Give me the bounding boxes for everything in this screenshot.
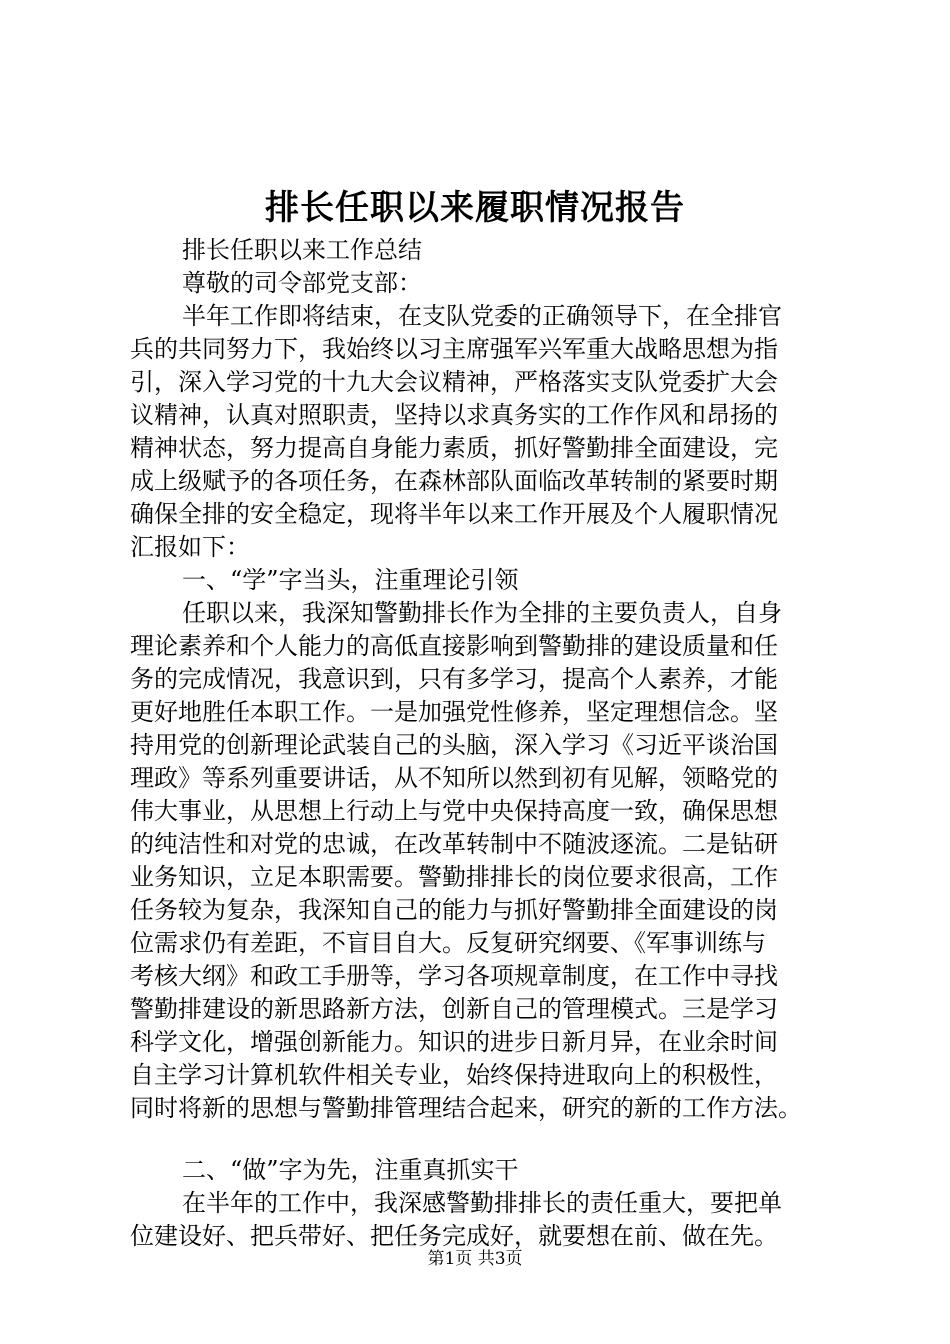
document-title: 排长任职以来履职情况报告 [265, 188, 685, 228]
document-body [130, 234, 848, 1253]
paragraph-line: 警勤排建设的新思路新方法，创新自己的管理模式。三是学习 [130, 995, 778, 1023]
intro-line: 兵的共同努力下，我始终以习主席强军兴军重大战略思想为指 [130, 335, 778, 363]
paragraph-line: 持用党的创新理论武装自己的头脑，深入学习《习近平谈治国 [130, 731, 778, 759]
paragraph-line: 理论素养和个人能力的高低直接影响到警勤排的建设质量和任 [130, 632, 778, 660]
paragraph-line: 考核大纲》和政工手册等，学习各项规章制度，在工作中寻找 [130, 962, 778, 990]
paragraph-line: 同时将新的思想与警勤排管理结合起来，研究的新的工作方法。 [130, 1094, 802, 1122]
paragraph-line: 科学文化，增强创新能力。知识的进步日新月异，在业余时间 [130, 1028, 778, 1056]
paragraph-line: 理政》等系列重要讲话，从不知所以然到初有见解，领略党的 [130, 764, 778, 792]
paragraph-line: 任职以来，我深知警勤排长作为全排的主要负责人，自身 [182, 599, 782, 627]
paragraph-line: 在半年的工作中，我深感警勤排排长的责任重大，要把单 [182, 1189, 782, 1217]
paragraph-line: 位需求仍有差距，不盲目自大。反复研究纲要、《军事训练与 [130, 929, 766, 957]
intro-line: 半年工作即将结束，在支队党委的正确领导下，在全排官 [182, 302, 782, 330]
intro-line: 汇报如下： [130, 533, 250, 561]
paragraph-gap [130, 1125, 848, 1154]
intro-line: 议精神，认真对照职责，坚持以求真务实的工作作风和昂扬的 [130, 401, 778, 429]
section-heading: 一、“学”字当头，注重理论引领 [182, 566, 519, 594]
paragraph-line: 伟大事业，从思想上行动上与党中央保持高度一致，确保思想 [130, 797, 778, 825]
section-heading: 二、“做”字为先，注重真抓实干 [182, 1156, 519, 1184]
intro-line: 精神状态，努力提高自身能力素质，抓好警勤排全面建设，完 [130, 434, 778, 462]
intro-line: 确保全排的安全稳定，现将半年以来工作开展及个人履职情况 [130, 500, 778, 528]
paragraph-line: 更好地胜任本职工作。一是加强党性修养，坚定理想信念。坚 [130, 698, 778, 726]
salutation: 尊敬的司令部党支部： [182, 269, 422, 297]
paragraph-line: 任务较为复杂，我深知自己的能力与抓好警勤排全面建设的岗 [130, 896, 778, 924]
document-subtitle: 排长任职以来工作总结 [182, 236, 422, 264]
paragraph-line: 的纯洁性和对党的忠诚，在改革转制中不随波逐流。二是钻研 [130, 830, 778, 858]
paragraph-line: 自主学习计算机软件相关专业，始终保持进取向上的积极性， [130, 1061, 778, 1089]
paragraph-line: 位建设好、把兵带好、把任务完成好，就要想在前、做在先。 [130, 1222, 778, 1250]
paragraph-line: 业务知识，立足本职需要。警勤排排长的岗位要求很高，工作 [130, 863, 778, 891]
intro-line: 引，深入学习党的十九大会议精神，严格落实支队党委扩大会 [130, 368, 778, 396]
page-footer: 第1页 共3页 [427, 1249, 523, 1269]
paragraph-line: 务的完成情况，我意识到，只有多学习，提高个人素养，才能 [130, 665, 778, 693]
intro-line: 成上级赋予的各项任务，在森林部队面临改革转制的紧要时期 [130, 467, 778, 495]
